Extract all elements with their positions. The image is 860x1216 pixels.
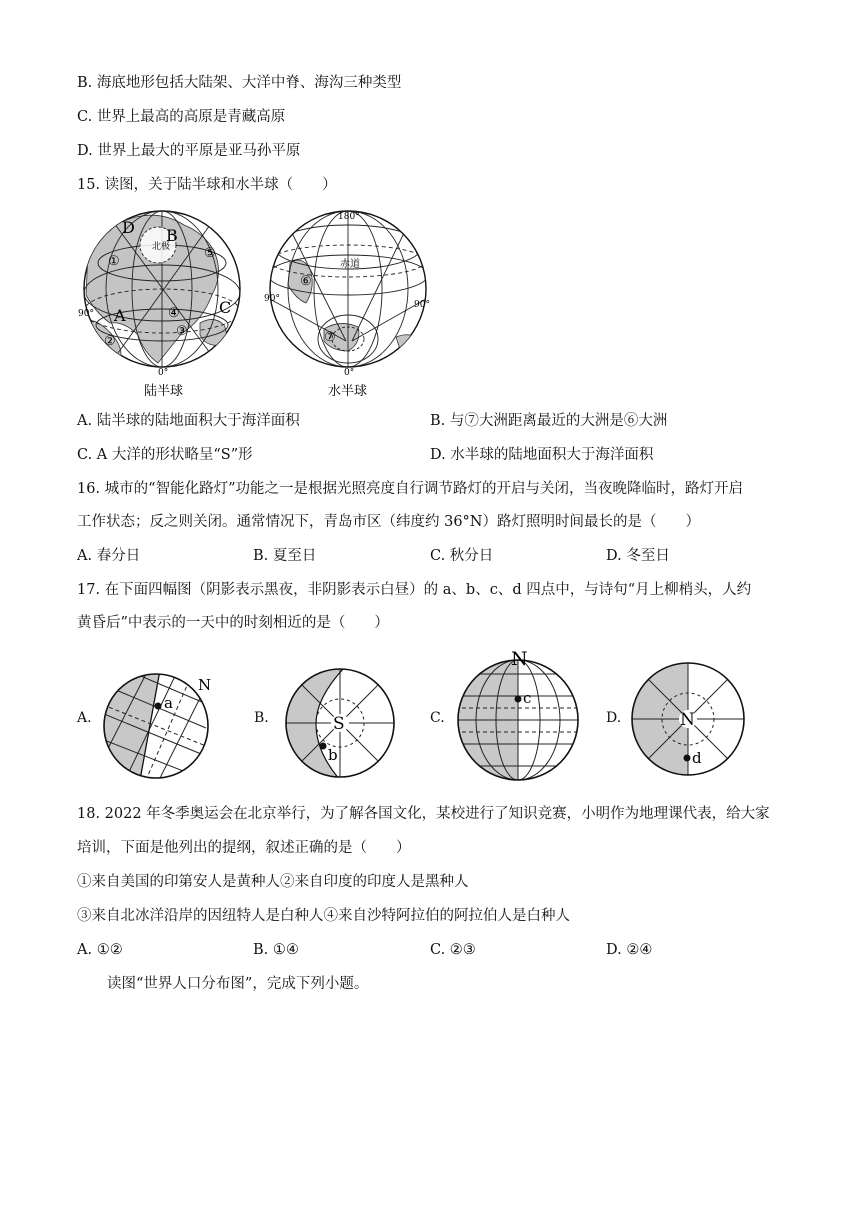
q17-fig-c-pole: N — [511, 648, 528, 670]
land-letter-a: A — [114, 306, 126, 325]
q18-item-2: ③来自北冰洋沿岸的因纽特人是白种人④来自沙特阿拉伯的阿拉伯人是白种人 — [77, 908, 570, 924]
water-lon-left: 90° — [264, 294, 280, 304]
land-letter-b: B — [166, 226, 178, 245]
land-marker-4: ④ — [168, 306, 180, 321]
section-intro: 读图“世界人口分布图”，完成下列小题。 — [107, 976, 369, 992]
q16-option-b: B. 夏至日 — [253, 548, 317, 564]
q17-fig-d-pole: N — [680, 710, 695, 730]
land-marker-5: ⑤ — [204, 246, 216, 261]
q17-fig-a-point: a — [164, 694, 173, 712]
q18-option-a: A. ①② — [77, 942, 123, 958]
q18-stem-line1: 18. 2022 年冬季奥运会在北京举行，为了解各国文化，某校进行了知识竞赛，小明作为地理课代表，给大家 — [77, 806, 770, 822]
q18-option-c: C. ②③ — [430, 942, 476, 958]
q14-option-c: C. 世界上最高的高原是青藏高原 — [77, 109, 286, 125]
q17-fig-a — [96, 670, 226, 780]
q14-option-b: B. 海底地形包括大陆架、大洋中脊、海沟三种类型 — [77, 75, 402, 91]
q18-option-d: D. ②④ — [606, 942, 653, 958]
q17-fig-a-pole: N — [198, 676, 212, 694]
land-lon-bottom: 0° — [158, 368, 169, 378]
q16-option-c: C. 秋分日 — [430, 548, 494, 564]
q16-option-a: A. 春分日 — [77, 548, 141, 564]
land-lon-left: 90° — [78, 309, 94, 319]
q15-option-b: B. 与⑦大洲距离最近的大洲是⑥大洲 — [430, 413, 668, 429]
water-hemisphere-figure — [262, 203, 442, 403]
water-hemisphere-caption: 水半球 — [328, 384, 368, 399]
land-hemisphere-figure — [74, 203, 254, 403]
q16-option-d: D. 冬至日 — [606, 548, 670, 564]
land-marker-2: ② — [104, 334, 116, 349]
equator-label: 赤道 — [340, 259, 360, 270]
q15-option-a: A. 陆半球的陆地面积大于海洋面积 — [77, 413, 300, 429]
q15-option-c: C. A 大洋的形状略呈“S”形 — [77, 447, 253, 463]
q15-stem: 15. 读图，关于陆半球和水半球（ ） — [77, 177, 337, 193]
q17-fig-c-point: c — [523, 689, 532, 707]
q17-fig-d-point: d — [692, 749, 702, 767]
land-hemisphere-caption: 陆半球 — [144, 384, 184, 399]
q18-stem-line2: 培训，下面是他列出的提纲，叙述正确的是（ ） — [77, 840, 411, 856]
water-marker-7: ⑦ — [324, 330, 336, 345]
q17-fig-b-option: B. — [254, 710, 269, 726]
q17-fig-d-option: D. — [606, 710, 622, 726]
land-marker-3: ③ — [176, 324, 188, 339]
q17-fig-b — [278, 668, 402, 780]
q17-stem-line2: 黄昏后”中表示的一天中的时刻相近的是（ ） — [77, 615, 389, 631]
q17-stem-line1: 17. 在下面四幅图（阴影表示黑夜，非阴影表示白昼）的 a、b、c、d 四点中，与诗句“月上柳梢头，人约 — [77, 582, 752, 598]
north-pole-label: 北极 — [152, 242, 171, 252]
q17-fig-b-point: b — [328, 746, 338, 764]
land-letter-c: C — [219, 298, 232, 317]
q16-stem-line2: 工作状态；反之则关闭。通常情况下，青岛市区（纬度约 36°N）路灯照明时间最长的是（ ） — [77, 514, 700, 530]
q18-item-1: ①来自美国的印第安人是黄种人②来自印度的印度人是黑种人 — [77, 874, 469, 890]
water-lon-right: 90° — [414, 300, 430, 310]
q17-fig-c-option: C. — [430, 710, 445, 726]
q17-fig-b-pole: S — [333, 714, 345, 734]
q17-fig-a-option: A. — [77, 710, 92, 726]
q14-option-d: D. 世界上最大的平原是亚马孙平原 — [77, 143, 301, 159]
q18-option-b: B. ①④ — [253, 942, 299, 958]
water-marker-6: ⑥ — [300, 274, 312, 289]
q16-stem-line1: 16. 城市的“智能化路灯”功能之一是根据光照亮度自行调节路灯的开启与关闭，当夜晚降临时，路灯开启 — [77, 481, 743, 497]
land-letter-d: D — [122, 218, 135, 237]
water-lon-bottom: 0° — [344, 368, 355, 378]
q17-fig-c — [455, 648, 585, 783]
land-marker-1: ① — [108, 254, 120, 269]
water-lon-top: 180° — [338, 212, 360, 222]
q17-fig-d — [628, 662, 748, 778]
q15-option-d: D. 水半球的陆地面积大于海洋面积 — [430, 447, 654, 463]
